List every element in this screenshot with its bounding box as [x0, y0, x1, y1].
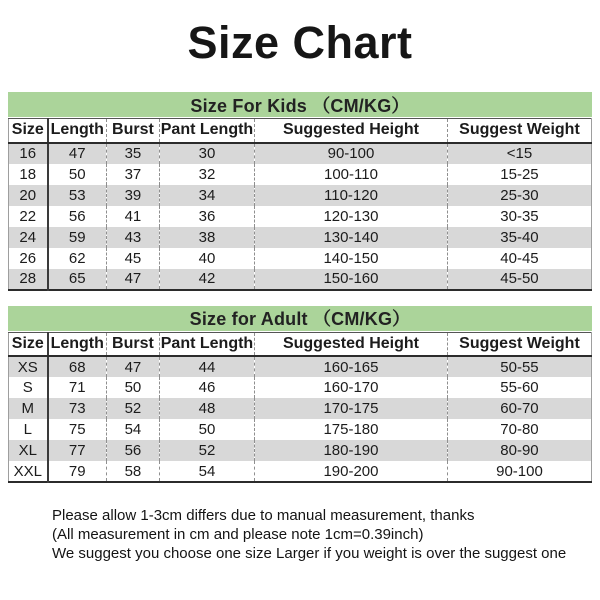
table-row — [9, 206, 592, 227]
table-cell: 45-50 — [500, 270, 539, 287]
size-cell: 16 — [9, 143, 48, 164]
size-cell: XS — [9, 356, 48, 377]
table-row — [9, 269, 592, 290]
table-cell: 50 — [159, 419, 254, 440]
table-cell: 54 — [106, 419, 159, 440]
table-cell: 90-100 — [254, 143, 447, 164]
table-cell: 43 — [106, 227, 159, 248]
table-cell: 100-110 — [254, 164, 447, 185]
column-header: Burst — [106, 332, 159, 356]
table-cell: 50 — [106, 377, 159, 398]
column-header: Length — [48, 332, 107, 356]
adult-header-row — [9, 332, 592, 356]
table-cell: 80-90 — [500, 442, 539, 459]
adult-table-body — [9, 356, 592, 482]
table-cell: 53 — [48, 185, 107, 206]
table-cell: 37 — [106, 164, 159, 185]
size-cell: 26 — [9, 248, 48, 269]
table-cell: 42 — [159, 269, 254, 290]
table-cell: 25-30 — [500, 186, 539, 204]
size-cell: M — [9, 398, 48, 419]
column-header: Size — [9, 119, 48, 143]
table-cell: 15-25 — [500, 165, 539, 183]
table-row — [9, 377, 592, 398]
table-cell: 34 — [159, 185, 254, 206]
table-cell: 120-130 — [254, 206, 447, 227]
table-cell: 56 — [48, 206, 107, 227]
table-row — [9, 248, 592, 269]
table-cell: 140-150 — [254, 248, 447, 269]
table-cell: 55-60 — [500, 379, 539, 396]
table-cell: 77 — [48, 440, 107, 461]
table-cell: 54 — [159, 461, 254, 482]
footer-note-units: (All measurement in cm and please note 1cm=0.39inch) — [52, 526, 424, 543]
table-row — [9, 143, 592, 164]
table-cell: 47 — [106, 269, 159, 290]
table-cell: 35 — [106, 143, 159, 164]
adult-size-table — [8, 332, 592, 484]
table-cell: 130-140 — [254, 227, 447, 248]
column-header: Suggested Height — [254, 332, 447, 356]
table-cell: 48 — [159, 398, 254, 419]
table-cell: 70-80 — [500, 421, 539, 438]
table-cell: 175-180 — [254, 419, 447, 440]
column-header: Pant Length — [159, 332, 254, 356]
column-header: Pant Length — [159, 119, 254, 143]
table-row — [9, 164, 592, 185]
table-cell: 52 — [159, 440, 254, 461]
table-cell: 65 — [48, 269, 107, 290]
size-cell: 18 — [9, 164, 48, 185]
column-header: Suggested Height — [254, 119, 447, 143]
table-cell: 190-200 — [254, 461, 447, 482]
table-cell: 40 — [159, 248, 254, 269]
table-row — [9, 440, 592, 461]
kids-header-row — [9, 119, 592, 143]
table-cell: 46 — [159, 377, 254, 398]
table-cell: 160-170 — [254, 377, 447, 398]
size-cell: 22 — [9, 206, 48, 227]
table-cell: 110-120 — [254, 185, 447, 206]
kids-size-table — [8, 118, 592, 291]
column-header: Suggest Weight — [447, 332, 591, 356]
table-cell: 150-160 — [254, 269, 447, 290]
table-row — [9, 227, 592, 248]
footer-note-measurement: Please allow 1-3cm differs due to manual measurement, thanks — [52, 507, 475, 524]
column-header: Burst — [106, 119, 159, 143]
size-cell: 24 — [9, 227, 48, 248]
content — [8, 92, 592, 563]
kids-table-body — [9, 143, 592, 290]
table-cell: 160-165 — [254, 356, 447, 377]
table-cell: 79 — [48, 461, 107, 482]
table-cell: 68 — [48, 356, 107, 377]
page-title: Size Chart — [187, 17, 413, 68]
table-row — [9, 185, 592, 206]
size-cell: XL — [9, 440, 48, 461]
table-cell: 59 — [48, 227, 107, 248]
table-cell: 47 — [48, 143, 107, 164]
table-cell: 50-55 — [500, 358, 539, 376]
table-cell: 47 — [106, 356, 159, 377]
size-cell: L — [9, 419, 48, 440]
table-cell: 90-100 — [496, 462, 543, 480]
table-cell: 62 — [48, 248, 107, 269]
table-cell: 71 — [48, 377, 107, 398]
table-row — [9, 419, 592, 440]
table-row — [9, 356, 592, 377]
size-cell: S — [9, 377, 48, 398]
size-cell: 20 — [9, 185, 48, 206]
column-header: Suggest Weight — [447, 119, 591, 143]
table-cell: 180-190 — [254, 440, 447, 461]
table-cell: 32 — [159, 164, 254, 185]
kids-section-banner: Size For Kids （CM/KG） — [8, 92, 592, 117]
table-cell: 170-175 — [254, 398, 447, 419]
table-cell: 39 — [106, 185, 159, 206]
table-cell: 73 — [48, 398, 107, 419]
size-cell: 28 — [9, 269, 48, 290]
table-cell: 38 — [159, 227, 254, 248]
table-cell: 75 — [48, 419, 107, 440]
table-cell: 58 — [106, 461, 159, 482]
table-row — [9, 398, 592, 419]
table-cell: 30 — [159, 143, 254, 164]
table-cell: 56 — [106, 440, 159, 461]
table-cell: 50 — [48, 164, 107, 185]
adult-size-section — [8, 306, 592, 484]
table-cell: 30-35 — [500, 207, 539, 225]
table-row — [9, 461, 592, 482]
table-cell: 35-40 — [500, 228, 539, 246]
table-cell: 44 — [159, 356, 254, 377]
column-header: Length — [48, 119, 107, 143]
table-cell: 45 — [106, 248, 159, 269]
footer-notes — [8, 506, 592, 563]
table-cell: 41 — [106, 206, 159, 227]
column-header: Size — [9, 332, 48, 356]
size-cell: XXL — [9, 461, 48, 482]
table-cell: 60-70 — [500, 400, 539, 417]
footer-note-size-up: We suggest you choose one size Larger if you weight is over the suggest one — [52, 545, 567, 562]
table-cell: 40-45 — [500, 249, 539, 267]
table-cell: 52 — [106, 398, 159, 419]
table-cell: <15 — [506, 145, 533, 162]
kids-size-section — [8, 92, 592, 291]
table-cell: 36 — [159, 206, 254, 227]
adult-section-banner: Size for Adult （CM/KG） — [8, 306, 592, 331]
